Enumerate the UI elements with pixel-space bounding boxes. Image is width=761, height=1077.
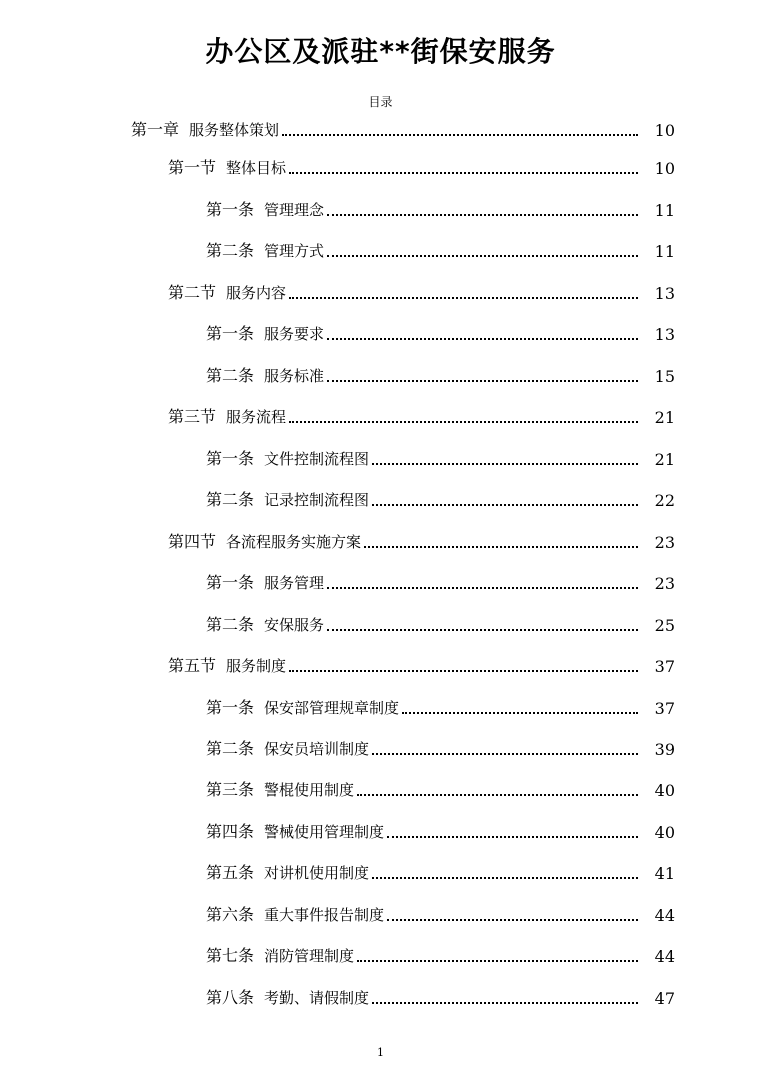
toc-entry-number: 第一节	[168, 158, 217, 177]
toc-entry-number: 第五条	[206, 863, 255, 882]
toc-entry-page: 44	[654, 906, 675, 925]
toc-entry[interactable]	[0, 938, 761, 966]
toc-entry-page: 47	[654, 989, 675, 1008]
toc-entry-title: 消防管理制度	[264, 947, 355, 965]
toc-entry-title: 服务要求	[264, 325, 325, 343]
toc-entry[interactable]	[0, 607, 761, 635]
toc-entry[interactable]	[0, 814, 761, 842]
toc-entry-title: 服务内容	[226, 284, 287, 302]
toc-entry[interactable]	[0, 565, 761, 593]
toc-entry-page: 39	[654, 740, 675, 759]
toc-dot-leader	[282, 134, 638, 136]
toc-entry[interactable]	[0, 358, 761, 386]
toc-entry[interactable]	[0, 980, 761, 1008]
toc-entry[interactable]	[0, 399, 761, 427]
toc-entry-page: 10	[654, 159, 675, 178]
document-title: 办公区及派驻**街保安服务	[205, 35, 556, 68]
toc-entry-number: 第一章	[131, 120, 180, 139]
toc-entry-title: 警棍使用制度	[264, 781, 355, 799]
toc-dot-leader	[372, 504, 638, 506]
toc-entry-page: 13	[654, 284, 675, 303]
toc-entry[interactable]	[0, 482, 761, 510]
toc-entry-title: 各流程服务实施方案	[226, 533, 362, 551]
toc-entry-title: 安保服务	[264, 616, 325, 634]
toc-entry-title: 重大事件报告制度	[264, 906, 385, 924]
toc-entry[interactable]	[0, 524, 761, 552]
toc-dot-leader	[327, 214, 638, 216]
toc-entry-number: 第六条	[206, 905, 255, 924]
toc-entry[interactable]	[0, 316, 761, 344]
toc-dot-leader	[364, 546, 638, 548]
toc-dot-leader	[402, 712, 638, 714]
toc-entry-title: 服务流程	[226, 408, 287, 426]
toc-entry[interactable]	[0, 731, 761, 759]
toc-dot-leader	[327, 587, 638, 589]
toc-dot-leader	[327, 338, 638, 340]
toc-dot-leader	[357, 794, 638, 796]
toc-entry-title: 考勤、请假制度	[264, 989, 370, 1007]
toc-entry-title: 保安员培训制度	[264, 740, 370, 758]
toc-entry-page: 40	[654, 823, 675, 842]
toc-entry-number: 第二条	[206, 241, 255, 260]
toc-entry-number: 第二条	[206, 366, 255, 385]
toc-entry-number: 第五节	[168, 656, 217, 675]
toc-dot-leader	[327, 629, 638, 631]
toc-dot-leader	[289, 670, 638, 672]
toc-dot-leader	[387, 919, 638, 921]
toc-entry-title: 对讲机使用制度	[264, 864, 370, 882]
toc-entry-page: 21	[654, 450, 675, 469]
toc-entry-title: 警械使用管理制度	[264, 823, 385, 841]
toc-entry-number: 第一条	[206, 698, 255, 717]
toc-entry[interactable]	[0, 112, 761, 140]
toc-entry-page: 41	[654, 864, 675, 883]
page-number: 1	[377, 1046, 384, 1059]
toc-entry-page: 10	[654, 121, 675, 140]
toc-entry-page: 37	[654, 657, 675, 676]
toc-entry-number: 第三条	[206, 780, 255, 799]
toc-entry[interactable]	[0, 855, 761, 883]
toc-entry-number: 第一条	[206, 324, 255, 343]
toc-entry-title: 记录控制流程图	[264, 491, 370, 509]
toc-entry-title: 管理方式	[264, 242, 325, 260]
toc-entry-number: 第二节	[168, 283, 217, 302]
toc-dot-leader	[357, 960, 638, 962]
toc-dot-leader	[372, 463, 638, 465]
toc-entry-title: 管理理念	[264, 201, 325, 219]
toc-entry-page: 11	[654, 242, 675, 261]
toc-entry-page: 11	[654, 201, 675, 220]
toc-dot-leader	[327, 255, 638, 257]
toc-dot-leader	[372, 1002, 638, 1004]
toc-entry[interactable]	[0, 772, 761, 800]
toc-entry-number: 第二条	[206, 490, 255, 509]
toc-entry-number: 第一条	[206, 200, 255, 219]
toc-entry-page: 40	[654, 781, 675, 800]
toc-dot-leader	[372, 753, 638, 755]
toc-entry-title: 整体目标	[226, 159, 287, 177]
toc-dot-leader	[387, 836, 638, 838]
toc-dot-leader	[289, 172, 638, 174]
toc-entry[interactable]	[0, 233, 761, 261]
toc-entry-page: 44	[654, 947, 675, 966]
toc-entry-number: 第二条	[206, 615, 255, 634]
toc-entry[interactable]	[0, 690, 761, 718]
toc-entry-number: 第二条	[206, 739, 255, 758]
toc-entry-title: 保安部管理规章制度	[264, 699, 400, 717]
toc-entry-number: 第八条	[206, 988, 255, 1007]
toc-entry[interactable]	[0, 441, 761, 469]
toc-entry[interactable]	[0, 150, 761, 178]
toc-entry-number: 第三节	[168, 407, 217, 426]
toc-entry-title: 文件控制流程图	[264, 450, 370, 468]
toc-entry-page: 25	[654, 616, 675, 635]
toc-entry[interactable]	[0, 192, 761, 220]
toc-entry-page: 21	[654, 408, 675, 427]
toc-entry-number: 第四节	[168, 532, 217, 551]
toc-dot-leader	[289, 297, 638, 299]
toc-entry-number: 第一条	[206, 573, 255, 592]
toc-dot-leader	[289, 421, 638, 423]
toc-entry-page: 22	[654, 491, 675, 510]
toc-entry[interactable]	[0, 648, 761, 676]
toc-entry-page: 23	[654, 533, 675, 552]
toc-entry[interactable]	[0, 275, 761, 303]
toc-dot-leader	[372, 877, 638, 879]
toc-entry-page: 37	[654, 699, 675, 718]
toc-entry-page: 15	[654, 367, 675, 386]
toc-entry-title: 服务制度	[226, 657, 287, 675]
toc-heading: 目录	[368, 95, 393, 109]
toc-entry-number: 第四条	[206, 822, 255, 841]
toc-entry[interactable]	[0, 897, 761, 925]
toc-entry-number: 第一条	[206, 449, 255, 468]
toc-entry-number: 第七条	[206, 946, 255, 965]
toc-entry-title: 服务管理	[264, 574, 325, 592]
toc-dot-leader	[327, 380, 638, 382]
toc-entry-page: 13	[654, 325, 675, 344]
toc-entry-title: 服务整体策划	[189, 121, 280, 139]
toc-entry-page: 23	[654, 574, 675, 593]
toc-entry-title: 服务标准	[264, 367, 325, 385]
